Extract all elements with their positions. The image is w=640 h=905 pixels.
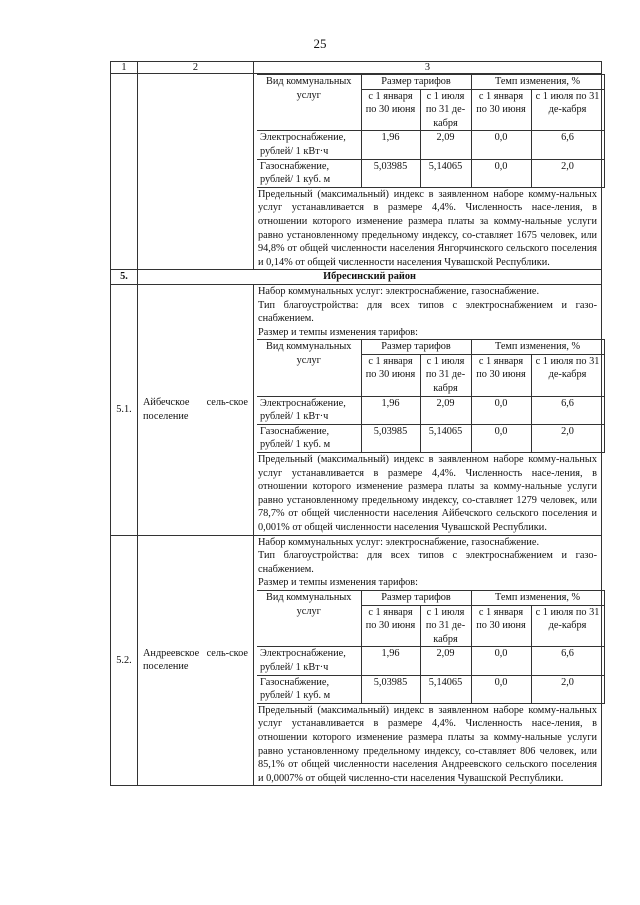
rates-heading: Размер и темпы изменения тарифов:	[258, 577, 419, 589]
index-description: Предельный (максимальный) индекс в заявленном наборе комму-нальных услуг устанавливается в размере 4,4%. Численность насе-ления, в отношении которого изменение размера платы за комму-нальные услуги равно установленному предельному индексу, со-ставляет 1279 человек, или 78,7% от общей численности населения Айбечского сельского поселения и 0,001% от общей численности населения Чувашской Республики.	[258, 454, 597, 533]
rate-value: 6,6	[531, 131, 604, 159]
tariff-value: 1,96	[361, 647, 420, 675]
settlement-row	[111, 284, 602, 535]
amenities-text: Тип благоустройства: для всех типов с электроснабжением и газо-снабжением.	[258, 299, 597, 325]
tariff-value: 5,14065	[420, 424, 471, 452]
page-number: 25	[313, 36, 327, 51]
district-row	[111, 270, 602, 285]
period-header: с 1 июля по 31 де-кабря	[420, 354, 471, 396]
period-header: с 1 января по 30 июня	[471, 605, 531, 647]
change-rate-header: Темп изменения, %	[471, 75, 604, 90]
tariff-row	[257, 647, 604, 675]
empty-number-cell	[111, 74, 138, 270]
services-set-text: Набор коммунальных услуг: электроснабжение, газоснабжение.	[258, 536, 540, 548]
tariff-value: 5,14065	[420, 159, 471, 187]
service-name: Электроснабжение, рублей/ 1 кВт·ч	[257, 647, 361, 675]
service-name: Электроснабжение, рублей/ 1 кВт·ч	[257, 396, 361, 424]
period-header: с 1 января по 30 июня	[471, 354, 531, 396]
tariff-table	[257, 74, 605, 188]
tariff-row	[257, 131, 604, 159]
tariff-value: 2,09	[420, 647, 471, 675]
tariff-value: 5,03985	[361, 424, 420, 452]
tariff-table	[257, 339, 605, 453]
index-description: Предельный (максимальный) индекс в заявленном наборе комму-нальных услуг устанавливается в размере 4,4%. Численность насе-ления, в отношении которого изменение размера платы за комму-нальные услуги равно установленному предельному индексу, со-ставляет 806 человек, или 85,1% от общей численности населения Андреевского сельского поселения и 0,0007% от общей численно-сти населения Чувашской Республики.	[258, 704, 597, 784]
rate-value: 2,0	[531, 424, 604, 452]
rate-value: 0,0	[471, 159, 531, 187]
service-name: Электроснабжение, рублей/ 1 кВт·ч	[257, 131, 361, 159]
tariff-header-row	[257, 590, 604, 605]
settlement-number: 5.1.	[111, 284, 138, 535]
period-header: с 1 января по 30 июня	[361, 354, 420, 396]
period-header: с 1 июля по 31 де-кабря	[531, 89, 604, 131]
index-description: Предельный (максимальный) индекс в заявленном наборе комму-нальных услуг устанавливается в размере 4,4%. Численность насе-ления, в отношении которого изменение размера платы за комму-нальные услуги равно установленному предельному индексу, со-ставляет 1675 человек, или 94,8% от общей численности населения Янгорчинского сельского поселения и 0,14% от общей численности населения Чувашской Республики.	[258, 188, 597, 268]
tariff-value: 5,03985	[361, 159, 420, 187]
district-name: Ибресинский район	[138, 270, 602, 285]
tariff-value: 1,96	[361, 131, 420, 159]
rate-value: 2,0	[531, 675, 604, 703]
district-number: 5.	[111, 270, 138, 285]
rate-value: 6,6	[531, 396, 604, 424]
column-header-row	[111, 62, 602, 74]
period-header: с 1 июля по 31 де-кабря	[531, 605, 604, 647]
service-type-header: Вид коммунальных услуг	[257, 590, 361, 646]
rate-value: 0,0	[471, 647, 531, 675]
tariff-header-row	[257, 340, 604, 355]
continuation-row	[111, 74, 602, 270]
content-cell	[254, 74, 602, 270]
tariff-table	[257, 590, 605, 704]
period-header: с 1 июля по 31 де-кабря	[420, 89, 471, 131]
tariff-value: 1,96	[361, 396, 420, 424]
period-header: с 1 июля по 31 де-кабря	[420, 605, 471, 647]
service-name: Газоснабжение, рублей/ 1 куб. м	[257, 424, 361, 452]
tariff-row	[257, 675, 604, 703]
main-table	[110, 61, 602, 786]
tariff-row	[257, 396, 604, 424]
tariff-row	[257, 159, 604, 187]
tariff-size-header: Размер тарифов	[361, 75, 471, 90]
content-cell	[254, 284, 602, 535]
rate-value: 2,0	[531, 159, 604, 187]
rate-value: 0,0	[471, 675, 531, 703]
period-header: с 1 января по 30 июня	[361, 605, 420, 647]
tariff-row	[257, 424, 604, 452]
settlement-number: 5.2.	[111, 535, 138, 786]
tariff-size-header: Размер тарифов	[361, 340, 471, 355]
rate-value: 6,6	[531, 647, 604, 675]
settlement-row	[111, 535, 602, 786]
tariff-value: 2,09	[420, 396, 471, 424]
content-cell	[254, 535, 602, 786]
period-header: с 1 января по 30 июня	[361, 89, 420, 131]
service-type-header: Вид коммунальных услуг	[257, 75, 361, 131]
rate-value: 0,0	[471, 424, 531, 452]
change-rate-header: Темп изменения, %	[471, 340, 604, 355]
period-header: с 1 января по 30 июня	[471, 89, 531, 131]
settlement-name: Андреевское сель-ское поселение	[138, 535, 254, 786]
rates-heading: Размер и темпы изменения тарифов:	[258, 326, 419, 338]
service-name: Газоснабжение, рублей/ 1 куб. м	[257, 675, 361, 703]
amenities-text: Тип благоустройства: для всех типов с электроснабжением и газо-снабжением.	[258, 550, 597, 575]
column-header-2: 2	[138, 62, 254, 74]
column-header-3: 3	[254, 62, 602, 74]
services-set-text: Набор коммунальных услуг: электроснабжение, газоснабжение.	[258, 285, 540, 297]
period-header: с 1 июля по 31 де-кабря	[531, 354, 604, 396]
rate-value: 0,0	[471, 396, 531, 424]
settlement-name: Айбечское сель-ское поселение	[138, 284, 254, 535]
empty-name-cell	[138, 74, 254, 270]
tariff-value: 2,09	[420, 131, 471, 159]
tariff-size-header: Размер тарифов	[361, 590, 471, 605]
tariff-header-row	[257, 75, 604, 90]
service-type-header: Вид коммунальных услуг	[257, 340, 361, 396]
service-name: Газоснабжение, рублей/ 1 куб. м	[257, 159, 361, 187]
tariff-value: 5,14065	[420, 675, 471, 703]
rate-value: 0,0	[471, 131, 531, 159]
tariff-value: 5,03985	[361, 675, 420, 703]
change-rate-header: Темп изменения, %	[471, 590, 604, 605]
column-header-1: 1	[111, 62, 138, 74]
